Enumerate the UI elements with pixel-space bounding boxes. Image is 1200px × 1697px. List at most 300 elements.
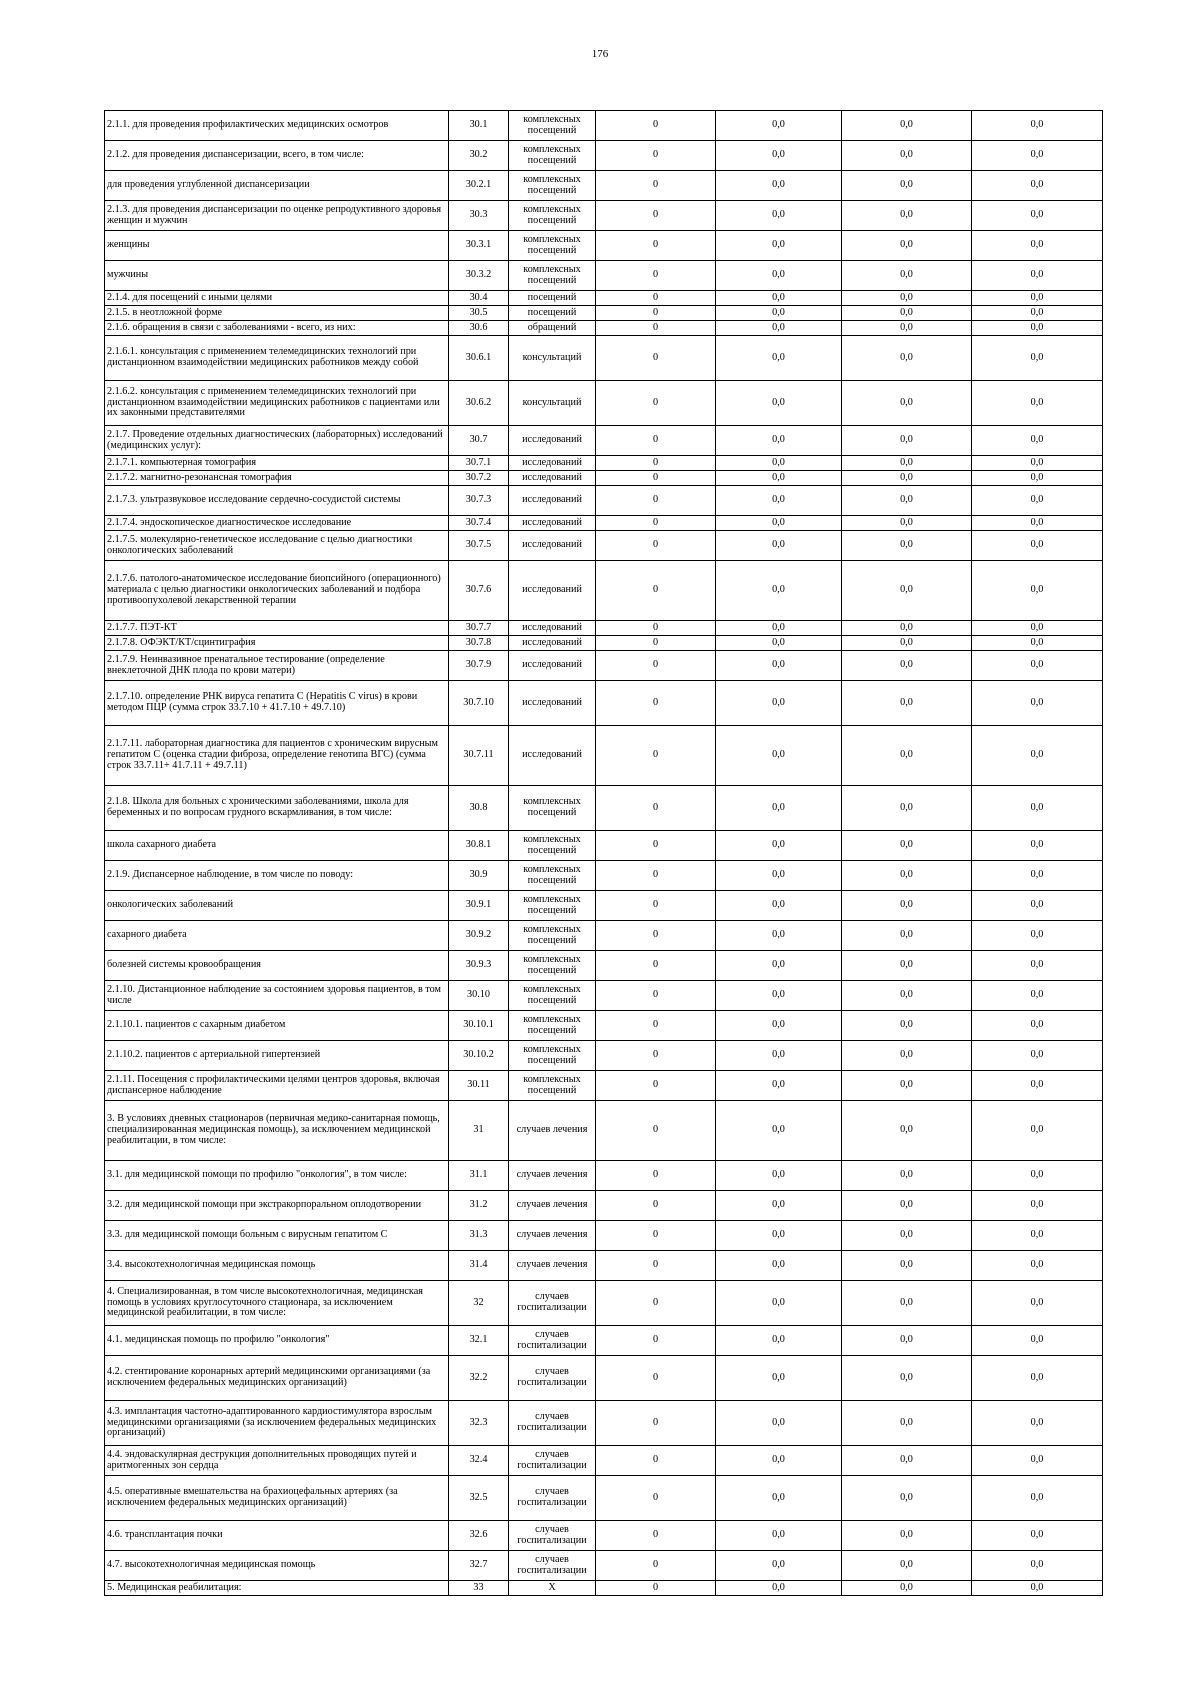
row-value-3: 0,0 bbox=[842, 1581, 972, 1596]
row-value-4: 0,0 bbox=[972, 321, 1103, 336]
row-value-3: 0,0 bbox=[842, 516, 972, 531]
row-value-2: 0,0 bbox=[716, 291, 842, 306]
row-value-1: 0 bbox=[596, 1191, 716, 1221]
row-value-4: 0,0 bbox=[972, 201, 1103, 231]
row-code: 30.7.11 bbox=[449, 726, 509, 786]
row-value-4: 0,0 bbox=[972, 1251, 1103, 1281]
row-value-3: 0,0 bbox=[842, 1191, 972, 1221]
row-name: 2.1.7.2. магнитно-резонансная томография bbox=[105, 471, 449, 486]
row-name: 2.1.10. Дистанционное наблюдение за состоянием здоровья пациентов, в том числе bbox=[105, 981, 449, 1011]
row-unit: комплексных посещений bbox=[509, 111, 596, 141]
row-code: 30.7.1 bbox=[449, 456, 509, 471]
row-value-2: 0,0 bbox=[716, 321, 842, 336]
row-value-4: 0,0 bbox=[972, 231, 1103, 261]
row-value-2: 0,0 bbox=[716, 1476, 842, 1521]
row-value-4: 0,0 bbox=[972, 861, 1103, 891]
row-value-2: 0,0 bbox=[716, 531, 842, 561]
row-value-2: 0,0 bbox=[716, 336, 842, 381]
row-code: 30.2.1 bbox=[449, 171, 509, 201]
row-value-3: 0,0 bbox=[842, 1011, 972, 1041]
row-unit: посещений bbox=[509, 291, 596, 306]
row-unit: комплексных посещений bbox=[509, 891, 596, 921]
row-value-2: 0,0 bbox=[716, 261, 842, 291]
table-row bbox=[105, 261, 1103, 291]
table-row bbox=[105, 1401, 1103, 1446]
row-value-1: 0 bbox=[596, 831, 716, 861]
row-unit: случаев госпитализации bbox=[509, 1521, 596, 1551]
table-row bbox=[105, 336, 1103, 381]
row-name: 2.1.11. Посещения с профилактическими целями центров здоровья, включая диспансерное наблюдение bbox=[105, 1071, 449, 1101]
row-name: 2.1.4. для посещений с иными целями bbox=[105, 291, 449, 306]
row-value-3: 0,0 bbox=[842, 141, 972, 171]
table-row bbox=[105, 141, 1103, 171]
table-row bbox=[105, 291, 1103, 306]
row-value-3: 0,0 bbox=[842, 921, 972, 951]
row-value-1: 0 bbox=[596, 471, 716, 486]
row-value-2: 0,0 bbox=[716, 561, 842, 621]
row-unit: исследований bbox=[509, 651, 596, 681]
row-name: болезней системы кровообращения bbox=[105, 951, 449, 981]
row-name: для проведения углубленной диспансеризации bbox=[105, 171, 449, 201]
row-value-4: 0,0 bbox=[972, 1521, 1103, 1551]
table-row bbox=[105, 306, 1103, 321]
row-unit: консультаций bbox=[509, 381, 596, 426]
row-unit: комплексных посещений bbox=[509, 786, 596, 831]
row-value-1: 0 bbox=[596, 516, 716, 531]
row-value-1: 0 bbox=[596, 891, 716, 921]
row-value-1: 0 bbox=[596, 1041, 716, 1071]
row-value-4: 0,0 bbox=[972, 141, 1103, 171]
table-row bbox=[105, 201, 1103, 231]
row-code: 30.7 bbox=[449, 426, 509, 456]
row-name: 2.1.7.6. патолого-анатомическое исследование биопсийного (операционного) материала с целью диагностики онкологических заболеваний и подбора противоопухолевой лекарственной терапии bbox=[105, 561, 449, 621]
row-value-4: 0,0 bbox=[972, 1446, 1103, 1476]
table-row bbox=[105, 921, 1103, 951]
row-value-2: 0,0 bbox=[716, 471, 842, 486]
row-value-1: 0 bbox=[596, 321, 716, 336]
row-name: 4.3. имплантация частотно-адаптированного кардиостимулятора взрослым медицинскими организациями (за исключением федеральных медицинских организаций) bbox=[105, 1401, 449, 1446]
row-code: 30.6.1 bbox=[449, 336, 509, 381]
row-value-1: 0 bbox=[596, 531, 716, 561]
row-unit: случаев лечения bbox=[509, 1191, 596, 1221]
table-row bbox=[105, 786, 1103, 831]
table-row bbox=[105, 1251, 1103, 1281]
row-code: 30.7.8 bbox=[449, 636, 509, 651]
row-value-4: 0,0 bbox=[972, 456, 1103, 471]
row-value-3: 0,0 bbox=[842, 1476, 972, 1521]
row-value-2: 0,0 bbox=[716, 1521, 842, 1551]
row-code: 32.7 bbox=[449, 1551, 509, 1581]
row-name: 2.1.7.3. ультразвуковое исследование сердечно-сосудистой системы bbox=[105, 486, 449, 516]
row-name: 2.1.6.1. консультация с применением телемедицинских технологий при дистанционном взаимодействии медицинских работников между собой bbox=[105, 336, 449, 381]
row-name: 4.5. оперативные вмешательства на брахиоцефальных артериях (за исключением федеральных медицинских организаций) bbox=[105, 1476, 449, 1521]
row-code: 30.9.2 bbox=[449, 921, 509, 951]
row-name: 4.1. медицинская помощь по профилю "онкология" bbox=[105, 1326, 449, 1356]
row-value-1: 0 bbox=[596, 141, 716, 171]
row-unit: случаев госпитализации bbox=[509, 1356, 596, 1401]
row-code: 32.3 bbox=[449, 1401, 509, 1446]
row-unit: случаев лечения bbox=[509, 1161, 596, 1191]
row-name: 2.1.1. для проведения профилактических медицинских осмотров bbox=[105, 111, 449, 141]
row-value-2: 0,0 bbox=[716, 141, 842, 171]
row-value-4: 0,0 bbox=[972, 1161, 1103, 1191]
row-value-3: 0,0 bbox=[842, 1251, 972, 1281]
row-value-1: 0 bbox=[596, 1221, 716, 1251]
table-row bbox=[105, 1476, 1103, 1521]
row-name: 3. В условиях дневных стационаров (первичная медико-санитарная помощь, специализированная медицинская помощь), за исключением медицинской реабилитации, в том числе: bbox=[105, 1101, 449, 1161]
row-value-4: 0,0 bbox=[972, 561, 1103, 621]
table-row bbox=[105, 1101, 1103, 1161]
table-row bbox=[105, 111, 1103, 141]
row-value-4: 0,0 bbox=[972, 681, 1103, 726]
row-value-2: 0,0 bbox=[716, 1356, 842, 1401]
row-unit: исследований bbox=[509, 471, 596, 486]
row-value-3: 0,0 bbox=[842, 1281, 972, 1326]
row-value-4: 0,0 bbox=[972, 1401, 1103, 1446]
row-name: 2.1.3. для проведения диспансеризации по оценке репродуктивного здоровья женщин и мужчин bbox=[105, 201, 449, 231]
row-value-1: 0 bbox=[596, 681, 716, 726]
row-name: 2.1.7.7. ПЭТ-КТ bbox=[105, 621, 449, 636]
row-value-1: 0 bbox=[596, 636, 716, 651]
row-value-2: 0,0 bbox=[716, 1191, 842, 1221]
table-row bbox=[105, 621, 1103, 636]
row-unit: исследований bbox=[509, 681, 596, 726]
row-code: 32.2 bbox=[449, 1356, 509, 1401]
row-value-3: 0,0 bbox=[842, 471, 972, 486]
row-name: 2.1.7. Проведение отдельных диагностических (лабораторных) исследований (медицинских услуг): bbox=[105, 426, 449, 456]
row-code: 30.7.10 bbox=[449, 681, 509, 726]
table-row bbox=[105, 891, 1103, 921]
row-value-1: 0 bbox=[596, 171, 716, 201]
row-value-4: 0,0 bbox=[972, 1551, 1103, 1581]
row-unit: посещений bbox=[509, 306, 596, 321]
row-name: 4.6. трансплантация почки bbox=[105, 1521, 449, 1551]
row-name: сахарного диабета bbox=[105, 921, 449, 951]
row-unit: исследований bbox=[509, 621, 596, 636]
row-value-1: 0 bbox=[596, 1101, 716, 1161]
row-value-1: 0 bbox=[596, 291, 716, 306]
row-value-2: 0,0 bbox=[716, 231, 842, 261]
row-value-1: 0 bbox=[596, 456, 716, 471]
row-value-3: 0,0 bbox=[842, 426, 972, 456]
row-value-2: 0,0 bbox=[716, 1446, 842, 1476]
row-code: 32.4 bbox=[449, 1446, 509, 1476]
table-row bbox=[105, 1071, 1103, 1101]
row-unit: обращений bbox=[509, 321, 596, 336]
row-value-3: 0,0 bbox=[842, 171, 972, 201]
table-row bbox=[105, 1326, 1103, 1356]
row-value-4: 0,0 bbox=[972, 726, 1103, 786]
row-value-1: 0 bbox=[596, 1476, 716, 1521]
row-unit: исследований bbox=[509, 426, 596, 456]
row-value-1: 0 bbox=[596, 621, 716, 636]
row-value-3: 0,0 bbox=[842, 531, 972, 561]
row-value-2: 0,0 bbox=[716, 1581, 842, 1596]
row-unit: комплексных посещений bbox=[509, 921, 596, 951]
row-value-1: 0 bbox=[596, 336, 716, 381]
row-code: 30.9.3 bbox=[449, 951, 509, 981]
row-code: 30.7.6 bbox=[449, 561, 509, 621]
row-value-3: 0,0 bbox=[842, 636, 972, 651]
row-value-2: 0,0 bbox=[716, 111, 842, 141]
row-value-1: 0 bbox=[596, 306, 716, 321]
row-value-2: 0,0 bbox=[716, 1401, 842, 1446]
row-value-4: 0,0 bbox=[972, 651, 1103, 681]
row-value-2: 0,0 bbox=[716, 861, 842, 891]
row-unit: комплексных посещений bbox=[509, 1011, 596, 1041]
row-code: 30.7.7 bbox=[449, 621, 509, 636]
row-name: 2.1.7.10. определение РНК вируса гепатита С (Hepatitis C virus) в крови методом ПЦР (сумма строк 33.7.10 + 41.7.10 + 49.7.10) bbox=[105, 681, 449, 726]
row-value-4: 0,0 bbox=[972, 306, 1103, 321]
table-row bbox=[105, 561, 1103, 621]
row-name: 2.1.8. Школа для больных с хроническими заболеваниями, школа для беременных и по вопросам грудного вскармливания, в том числе: bbox=[105, 786, 449, 831]
row-value-3: 0,0 bbox=[842, 831, 972, 861]
row-value-4: 0,0 bbox=[972, 621, 1103, 636]
table-row bbox=[105, 1356, 1103, 1401]
row-value-1: 0 bbox=[596, 1446, 716, 1476]
row-name: 4.7. высокотехнологичная медицинская помощь bbox=[105, 1551, 449, 1581]
row-value-3: 0,0 bbox=[842, 786, 972, 831]
row-value-3: 0,0 bbox=[842, 1521, 972, 1551]
row-unit: случаев лечения bbox=[509, 1101, 596, 1161]
table-row bbox=[105, 1041, 1103, 1071]
row-value-3: 0,0 bbox=[842, 1446, 972, 1476]
row-value-2: 0,0 bbox=[716, 1551, 842, 1581]
row-value-3: 0,0 bbox=[842, 621, 972, 636]
row-code: 30.10.1 bbox=[449, 1011, 509, 1041]
table-row bbox=[105, 171, 1103, 201]
row-value-1: 0 bbox=[596, 1356, 716, 1401]
row-value-1: 0 bbox=[596, 1551, 716, 1581]
row-value-2: 0,0 bbox=[716, 201, 842, 231]
row-value-4: 0,0 bbox=[972, 471, 1103, 486]
row-value-4: 0,0 bbox=[972, 1221, 1103, 1251]
row-name: 2.1.7.1. компьютерная томография bbox=[105, 456, 449, 471]
row-unit: исследований bbox=[509, 726, 596, 786]
row-value-3: 0,0 bbox=[842, 201, 972, 231]
row-code: 30.10.2 bbox=[449, 1041, 509, 1071]
table-row bbox=[105, 636, 1103, 651]
row-value-2: 0,0 bbox=[716, 426, 842, 456]
row-value-2: 0,0 bbox=[716, 456, 842, 471]
table-row bbox=[105, 1011, 1103, 1041]
row-value-1: 0 bbox=[596, 1161, 716, 1191]
row-value-1: 0 bbox=[596, 726, 716, 786]
row-value-4: 0,0 bbox=[972, 171, 1103, 201]
row-code: 30.7.4 bbox=[449, 516, 509, 531]
row-value-4: 0,0 bbox=[972, 1071, 1103, 1101]
row-code: 30.9 bbox=[449, 861, 509, 891]
row-name: 2.1.9. Диспансерное наблюдение, в том числе по поводу: bbox=[105, 861, 449, 891]
row-value-2: 0,0 bbox=[716, 486, 842, 516]
row-value-2: 0,0 bbox=[716, 891, 842, 921]
row-value-2: 0,0 bbox=[716, 381, 842, 426]
row-value-3: 0,0 bbox=[842, 981, 972, 1011]
row-value-1: 0 bbox=[596, 1071, 716, 1101]
table-row bbox=[105, 531, 1103, 561]
row-value-3: 0,0 bbox=[842, 291, 972, 306]
row-value-3: 0,0 bbox=[842, 1101, 972, 1161]
row-value-1: 0 bbox=[596, 921, 716, 951]
row-value-2: 0,0 bbox=[716, 621, 842, 636]
row-value-3: 0,0 bbox=[842, 1326, 972, 1356]
row-value-3: 0,0 bbox=[842, 951, 972, 981]
row-value-3: 0,0 bbox=[842, 681, 972, 726]
table-row bbox=[105, 1161, 1103, 1191]
row-value-4: 0,0 bbox=[972, 1581, 1103, 1596]
row-value-2: 0,0 bbox=[716, 786, 842, 831]
row-name: 2.1.6.2. консультация с применением телемедицинских технологий при дистанционном взаимодействии медицинских работников с пациентами или их законными представителями bbox=[105, 381, 449, 426]
table-row bbox=[105, 426, 1103, 456]
row-value-3: 0,0 bbox=[842, 1551, 972, 1581]
row-name: 2.1.7.8. ОФЭКТ/КТ/сцинтиграфия bbox=[105, 636, 449, 651]
row-code: 30.6.2 bbox=[449, 381, 509, 426]
row-value-3: 0,0 bbox=[842, 1221, 972, 1251]
row-code: 30.6 bbox=[449, 321, 509, 336]
row-value-2: 0,0 bbox=[716, 981, 842, 1011]
row-unit: случаев госпитализации bbox=[509, 1446, 596, 1476]
row-code: 30.7.5 bbox=[449, 531, 509, 561]
row-value-2: 0,0 bbox=[716, 516, 842, 531]
row-code: 30.4 bbox=[449, 291, 509, 306]
row-value-3: 0,0 bbox=[842, 891, 972, 921]
row-value-2: 0,0 bbox=[716, 726, 842, 786]
row-unit: случаев госпитализации bbox=[509, 1551, 596, 1581]
row-value-4: 0,0 bbox=[972, 261, 1103, 291]
row-value-4: 0,0 bbox=[972, 111, 1103, 141]
row-code: 30.11 bbox=[449, 1071, 509, 1101]
row-value-4: 0,0 bbox=[972, 891, 1103, 921]
row-value-4: 0,0 bbox=[972, 426, 1103, 456]
row-value-3: 0,0 bbox=[842, 336, 972, 381]
row-unit: комплексных посещений bbox=[509, 231, 596, 261]
table-row bbox=[105, 321, 1103, 336]
table-row bbox=[105, 1551, 1103, 1581]
table-row bbox=[105, 651, 1103, 681]
row-value-3: 0,0 bbox=[842, 1041, 972, 1071]
table-row bbox=[105, 231, 1103, 261]
row-value-1: 0 bbox=[596, 1281, 716, 1326]
row-unit: случаев госпитализации bbox=[509, 1476, 596, 1521]
table-row bbox=[105, 516, 1103, 531]
row-name: 2.1.7.9. Неинвазивное пренатальное тестирование (определение внеклеточной ДНК плода по крови матери) bbox=[105, 651, 449, 681]
row-value-3: 0,0 bbox=[842, 651, 972, 681]
row-value-3: 0,0 bbox=[842, 1356, 972, 1401]
row-unit: X bbox=[509, 1581, 596, 1596]
row-code: 30.7.3 bbox=[449, 486, 509, 516]
row-value-1: 0 bbox=[596, 951, 716, 981]
row-value-2: 0,0 bbox=[716, 1326, 842, 1356]
row-code: 30.2 bbox=[449, 141, 509, 171]
row-unit: комплексных посещений bbox=[509, 201, 596, 231]
row-value-4: 0,0 bbox=[972, 636, 1103, 651]
row-value-3: 0,0 bbox=[842, 456, 972, 471]
row-value-2: 0,0 bbox=[716, 1281, 842, 1326]
row-value-1: 0 bbox=[596, 861, 716, 891]
row-value-2: 0,0 bbox=[716, 1101, 842, 1161]
row-unit: случаев госпитализации bbox=[509, 1401, 596, 1446]
row-value-3: 0,0 bbox=[842, 111, 972, 141]
row-value-1: 0 bbox=[596, 1581, 716, 1596]
row-value-3: 0,0 bbox=[842, 381, 972, 426]
row-code: 30.10 bbox=[449, 981, 509, 1011]
row-value-1: 0 bbox=[596, 1401, 716, 1446]
table-row bbox=[105, 456, 1103, 471]
row-unit: случаев госпитализации bbox=[509, 1281, 596, 1326]
row-code: 31.4 bbox=[449, 1251, 509, 1281]
row-name: мужчины bbox=[105, 261, 449, 291]
row-unit: комплексных посещений bbox=[509, 1041, 596, 1071]
row-value-2: 0,0 bbox=[716, 1011, 842, 1041]
row-unit: комплексных посещений bbox=[509, 831, 596, 861]
row-value-4: 0,0 bbox=[972, 1281, 1103, 1326]
row-code: 31 bbox=[449, 1101, 509, 1161]
row-code: 31.1 bbox=[449, 1161, 509, 1191]
row-code: 30.8.1 bbox=[449, 831, 509, 861]
row-value-3: 0,0 bbox=[842, 231, 972, 261]
row-unit: комплексных посещений bbox=[509, 951, 596, 981]
row-code: 30.7.9 bbox=[449, 651, 509, 681]
table-row bbox=[105, 951, 1103, 981]
row-value-3: 0,0 bbox=[842, 261, 972, 291]
row-name: 3.4. высокотехнологичная медицинская помощь bbox=[105, 1251, 449, 1281]
row-value-4: 0,0 bbox=[972, 291, 1103, 306]
row-unit: исследований bbox=[509, 561, 596, 621]
row-name: 4.2. стентирование коронарных артерий медицинскими организациями (за исключением федеральных медицинских организаций) bbox=[105, 1356, 449, 1401]
row-value-3: 0,0 bbox=[842, 561, 972, 621]
row-unit: исследований bbox=[509, 636, 596, 651]
table-row bbox=[105, 681, 1103, 726]
row-value-4: 0,0 bbox=[972, 1476, 1103, 1521]
row-name: 3.2. для медицинской помощи при экстракорпоральном оплодотворении bbox=[105, 1191, 449, 1221]
row-value-4: 0,0 bbox=[972, 921, 1103, 951]
row-code: 31.2 bbox=[449, 1191, 509, 1221]
volume-table bbox=[104, 110, 1103, 1596]
row-unit: случаев лечения bbox=[509, 1221, 596, 1251]
table-row bbox=[105, 861, 1103, 891]
row-code: 32.5 bbox=[449, 1476, 509, 1521]
row-value-3: 0,0 bbox=[842, 1401, 972, 1446]
row-value-1: 0 bbox=[596, 231, 716, 261]
table-row bbox=[105, 1221, 1103, 1251]
row-value-3: 0,0 bbox=[842, 1071, 972, 1101]
row-unit: случаев лечения bbox=[509, 1251, 596, 1281]
row-name: 2.1.5. в неотложной форме bbox=[105, 306, 449, 321]
table-row bbox=[105, 1581, 1103, 1596]
row-code: 33 bbox=[449, 1581, 509, 1596]
row-value-1: 0 bbox=[596, 981, 716, 1011]
row-value-2: 0,0 bbox=[716, 1161, 842, 1191]
row-code: 30.1 bbox=[449, 111, 509, 141]
row-name: 2.1.7.4. эндоскопическое диагностическое исследование bbox=[105, 516, 449, 531]
table-row bbox=[105, 1191, 1103, 1221]
table-row bbox=[105, 486, 1103, 516]
row-unit: исследований bbox=[509, 456, 596, 471]
row-value-3: 0,0 bbox=[842, 321, 972, 336]
row-value-4: 0,0 bbox=[972, 786, 1103, 831]
row-value-2: 0,0 bbox=[716, 651, 842, 681]
row-value-4: 0,0 bbox=[972, 981, 1103, 1011]
row-value-1: 0 bbox=[596, 1326, 716, 1356]
row-code: 30.5 bbox=[449, 306, 509, 321]
row-value-4: 0,0 bbox=[972, 531, 1103, 561]
row-code: 30.7.2 bbox=[449, 471, 509, 486]
row-name: 2.1.10.2. пациентов с артериальной гипертензией bbox=[105, 1041, 449, 1071]
table-row bbox=[105, 726, 1103, 786]
row-unit: комплексных посещений bbox=[509, 1071, 596, 1101]
row-code: 32.1 bbox=[449, 1326, 509, 1356]
row-name: 3.3. для медицинской помощи больным с вирусным гепатитом С bbox=[105, 1221, 449, 1251]
